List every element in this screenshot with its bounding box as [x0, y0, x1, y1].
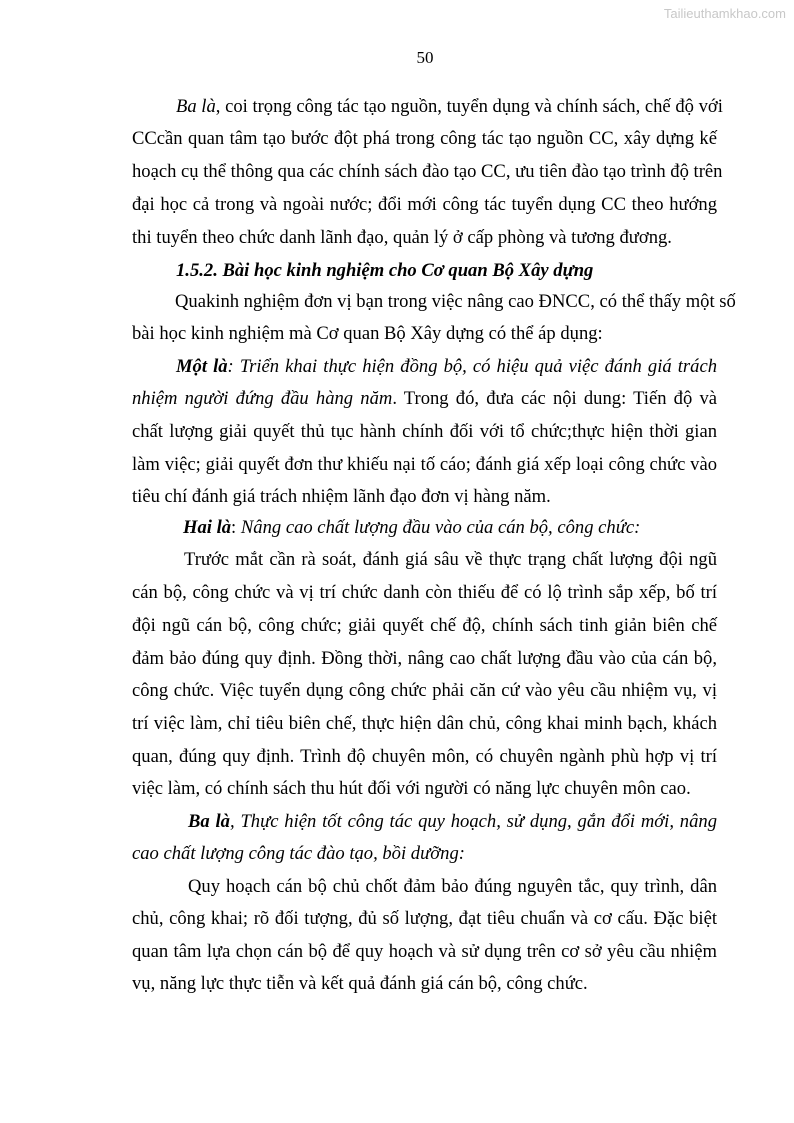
paragraph-1-line-3: hoạch cụ thể thông qua các chính sách đào tạo CC, ưu tiên đào tạo trình độ trên [132, 161, 723, 182]
paragraph-5-line-7: quan, đúng quy định. Trình độ chuyên môn, có chuyên ngành phù hợp vị trí [132, 746, 717, 767]
hai-la-lead: Hai là [183, 517, 232, 538]
paragraph-7-line-2: chủ, công khai; rõ đối tượng, đủ số lượng, đạt tiêu chuẩn và cơ cấu. Đặc biệt [132, 908, 717, 929]
paragraph-3-line-3: chất lượng giải quyết thủ tục hành chính đối với tổ chức;thực hiện thời gian [132, 421, 717, 442]
paragraph-5-line-1: Trước mắt cần rà soát, đánh giá sâu về thực trạng chất lượng đội ngũ [184, 549, 717, 570]
paragraph-1-line-1: Ba là, coi trọng công tác tạo nguồn, tuyển dụng và chính sách, chế độ với [176, 96, 723, 117]
paragraph-1-line-5: thi tuyển theo chức danh lãnh đạo, quản lý ở cấp phòng và tương đương. [132, 227, 672, 248]
paragraph-7-line-1: Quy hoạch cán bộ chủ chốt đảm bảo đúng nguyên tắc, quy trình, dân [188, 876, 717, 897]
ba-la-lead-2: Ba là [188, 811, 230, 832]
paragraph-7-line-3: quan tâm lựa chọn cán bộ để quy hoạch và sử dụng trên cơ sở yêu cầu nhiệm [132, 941, 717, 962]
paragraph-5-line-3: đội ngũ cán bộ, công chức; giải quyết chế độ, chính sách tinh giản biên chế [132, 615, 717, 636]
ba-la-lead: Ba là [176, 96, 216, 117]
paragraph-2-line-2: bài học kinh nghiệm mà Cơ quan Bộ Xây dựng có thể áp dụng: [132, 323, 603, 344]
paragraph-5-line-5: công chức. Việc tuyển dụng công chức phải căn cứ vào yêu cầu nhiệm vụ, vị [132, 680, 717, 701]
paragraph-1-line-4: đại học cả trong và ngoài nước; đổi mới công tác tuyển dụng CC theo hướng [132, 194, 717, 215]
mot-la-lead: Một là [176, 356, 228, 377]
paragraph-3-line-4: làm việc; giải quyết đơn thư khiếu nại tố cáo; đánh giá xếp loại công chức vào [132, 454, 717, 475]
paragraph-5-line-6: trí việc làm, chỉ tiêu biên chế, thực hiện dân chủ, công khai minh bạch, khách [132, 713, 717, 734]
paragraph-5-line-8: việc làm, có chính sách thu hút đối với người có năng lực chuyên môn cao. [132, 778, 691, 799]
paragraph-5-line-4: đảm bảo đúng quy định. Đồng thời, nâng cao chất lượng đầu vào của cán bộ, [132, 648, 717, 669]
paragraph-3-line-5: tiêu chí đánh giá trách nhiệm lãnh đạo đơn vị hàng năm. [132, 486, 551, 507]
section-heading: 1.5.2. Bài học kinh nghiệm cho Cơ quan Bộ Xây dựng [176, 260, 594, 281]
page-number: 50 [416, 48, 434, 67]
watermark: Tailieuthamkhao.com [663, 6, 786, 21]
paragraph-4-line-1: Hai là: Nâng cao chất lượng đầu vào của cán bộ, công chức: [183, 517, 641, 538]
paragraph-2-line-1: Quakinh nghiệm đơn vị bạn trong việc nâng cao ĐNCC, có thể thấy một số [175, 291, 736, 312]
paragraph-3-line-1: Một là: Triển khai thực hiện đồng bộ, có hiệu quả việc đánh giá trách [176, 356, 717, 377]
paragraph-1-line-2: CCcần quan tâm tạo bước đột phá trong công tác tạo nguồn CC, xây dựng kế [132, 128, 717, 149]
paragraph-7-line-4: vụ, năng lực thực tiễn và kết quả đánh giá cán bộ, công chức. [132, 973, 588, 994]
paragraph-6-line-1: Ba là, Thực hiện tốt công tác quy hoạch, sử dụng, gắn đổi mới, nâng [188, 811, 717, 832]
paragraph-5-line-2: cán bộ, công chức và vị trí chức danh còn thiếu để có lộ trình sắp xếp, bố trí [132, 582, 717, 603]
paragraph-3-line-2: nhiệm người đứng đầu hàng năm. Trong đó, đưa các nội dung: Tiến độ và [132, 388, 718, 409]
paragraph-6-line-2: cao chất lượng công tác đào tạo, bồi dưỡng: [132, 843, 465, 864]
